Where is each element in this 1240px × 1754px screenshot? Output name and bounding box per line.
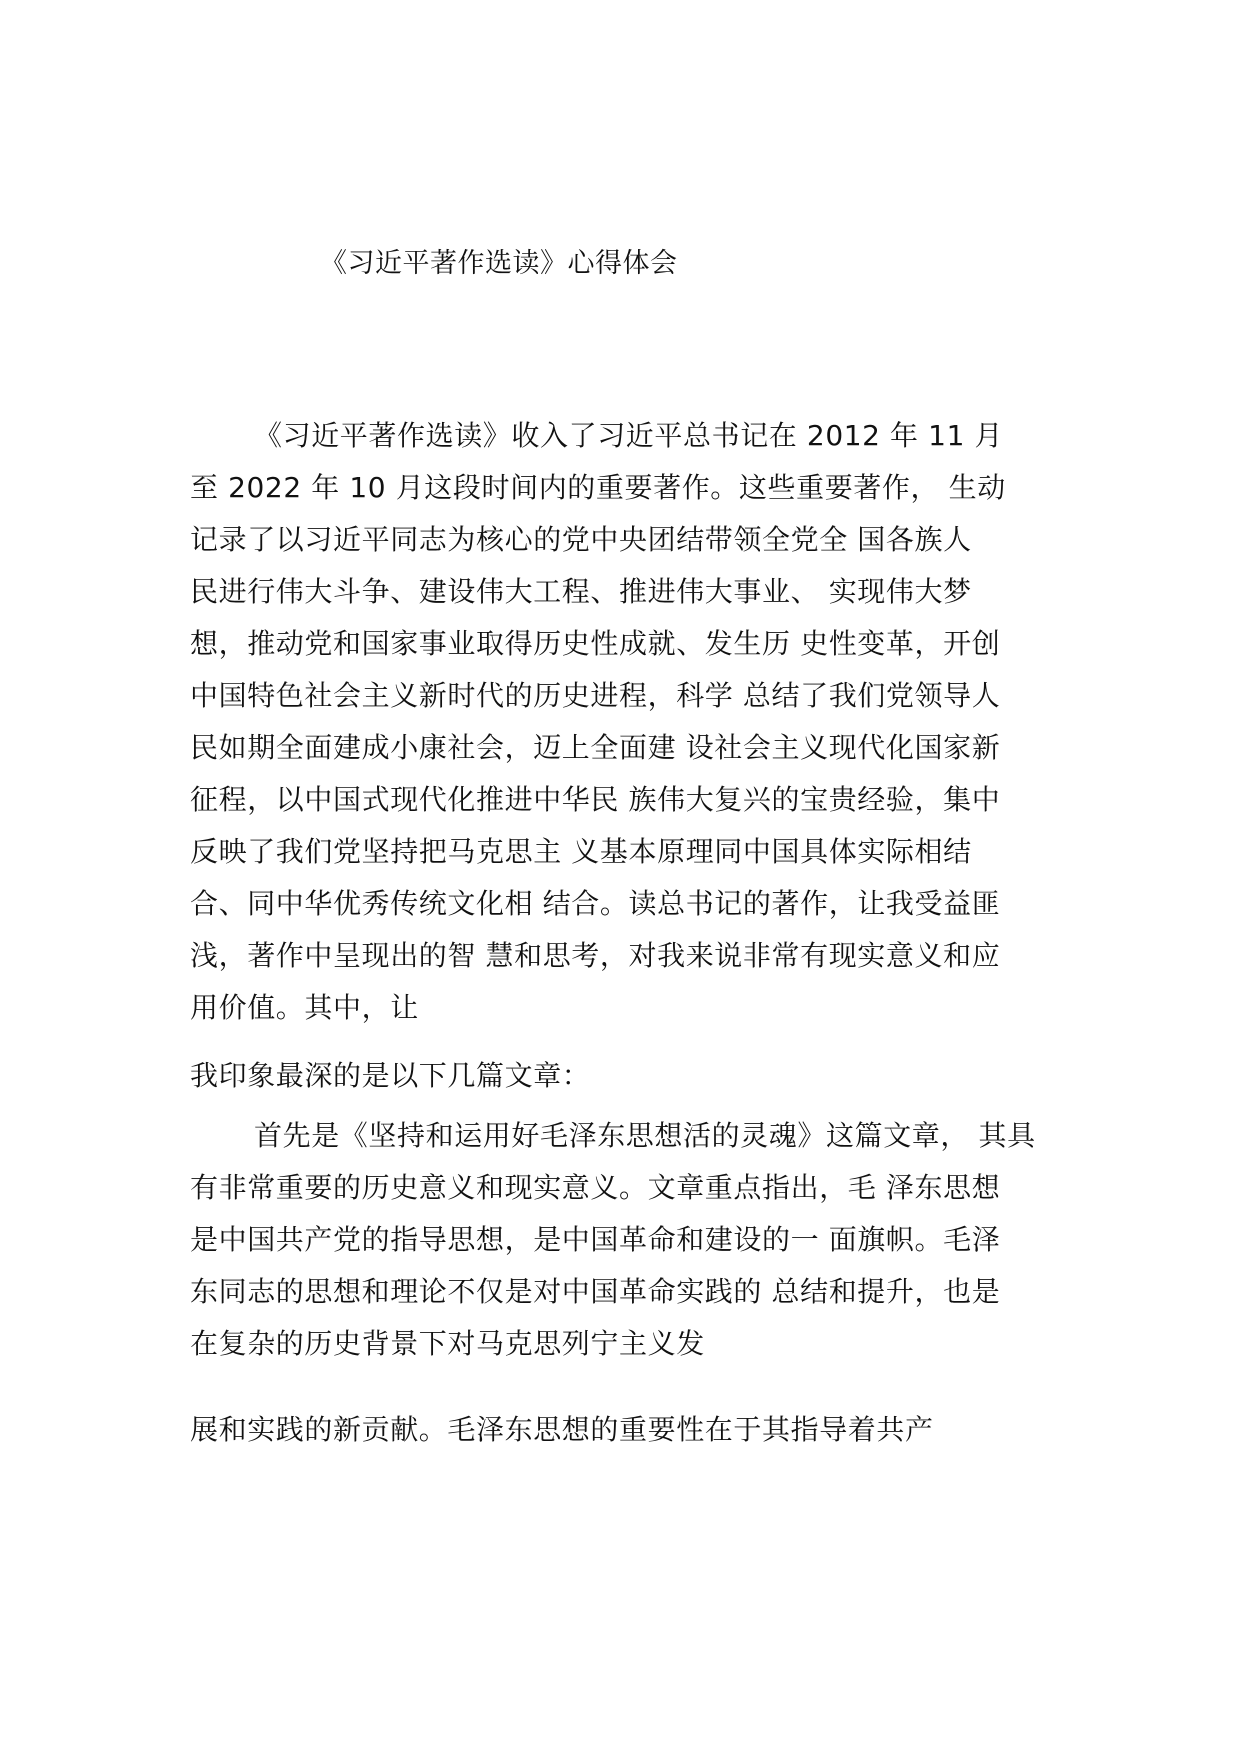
text-line: 首先是《坚持和运用好毛泽东思想活的灵魂》这篇文章， 其具 <box>254 1119 1036 1152</box>
text-line: 记录了以习近平同志为核心的党中央团结带领全党全 国各族人 <box>190 523 972 556</box>
paragraph-1 <box>190 410 1070 1034</box>
text-line: 我印象最深的是以下几篇文章： <box>190 1059 591 1092</box>
paragraph-4 <box>190 1404 1070 1456</box>
text-line: 民如期全面建成小康社会，迈上全面建 设社会主义现代化国家新 <box>190 731 1001 764</box>
text-line: 至 2022 年 10 月这段时间内的重要著作。这些重要著作， 生动 <box>190 471 1006 504</box>
text-line: 中国特色社会主义新时代的历史进程，科学 总结了我们党领导人 <box>190 679 1001 712</box>
document-title: 《习近平著作选读》心得体会 <box>320 248 678 279</box>
text-line: 民进行伟大斗争、建设伟大工程、推进伟大事业、 实现伟大梦 <box>190 575 972 608</box>
text-line: 东同志的思想和理论不仅是对中国革命实践的 总结和提升，也是 <box>190 1275 1001 1308</box>
paragraph-3 <box>190 1110 1070 1370</box>
text-line: 征程，以中国式现代化推进中华民 族伟大复兴的宝贵经验，集中 <box>190 783 1001 816</box>
text-line: 有非常重要的历史意义和现实意义。文章重点指出，毛 泽东思想 <box>190 1171 1001 1204</box>
text-line: 用价值。其中，让 <box>190 991 419 1024</box>
text-line: 在复杂的历史背景下对马克思列宁主义发 <box>190 1327 705 1360</box>
text-line: 《习近平著作选读》收入了习近平总书记在 2012 年 11 月 <box>254 419 1004 452</box>
text-line: 展和实践的新贡献。毛泽东思想的重要性在于其指导着共产 <box>190 1413 934 1446</box>
paragraph-2 <box>190 1050 1070 1102</box>
text-line: 合、同中华优秀传统文化相 结合。读总书记的著作，让我受益匪 <box>190 887 1001 920</box>
text-line: 想，推动党和国家事业取得历史性成就、发生历 史性变革，开创 <box>190 627 1001 660</box>
text-line: 是中国共产党的指导思想，是中国革命和建设的一 面旗帜。毛泽 <box>190 1223 1001 1256</box>
text-line: 反映了我们党坚持把马克思主 义基本原理同中国具体实际相结 <box>190 835 972 868</box>
text-line: 浅，著作中呈现出的智 慧和思考，对我来说非常有现实意义和应 <box>190 939 1001 972</box>
